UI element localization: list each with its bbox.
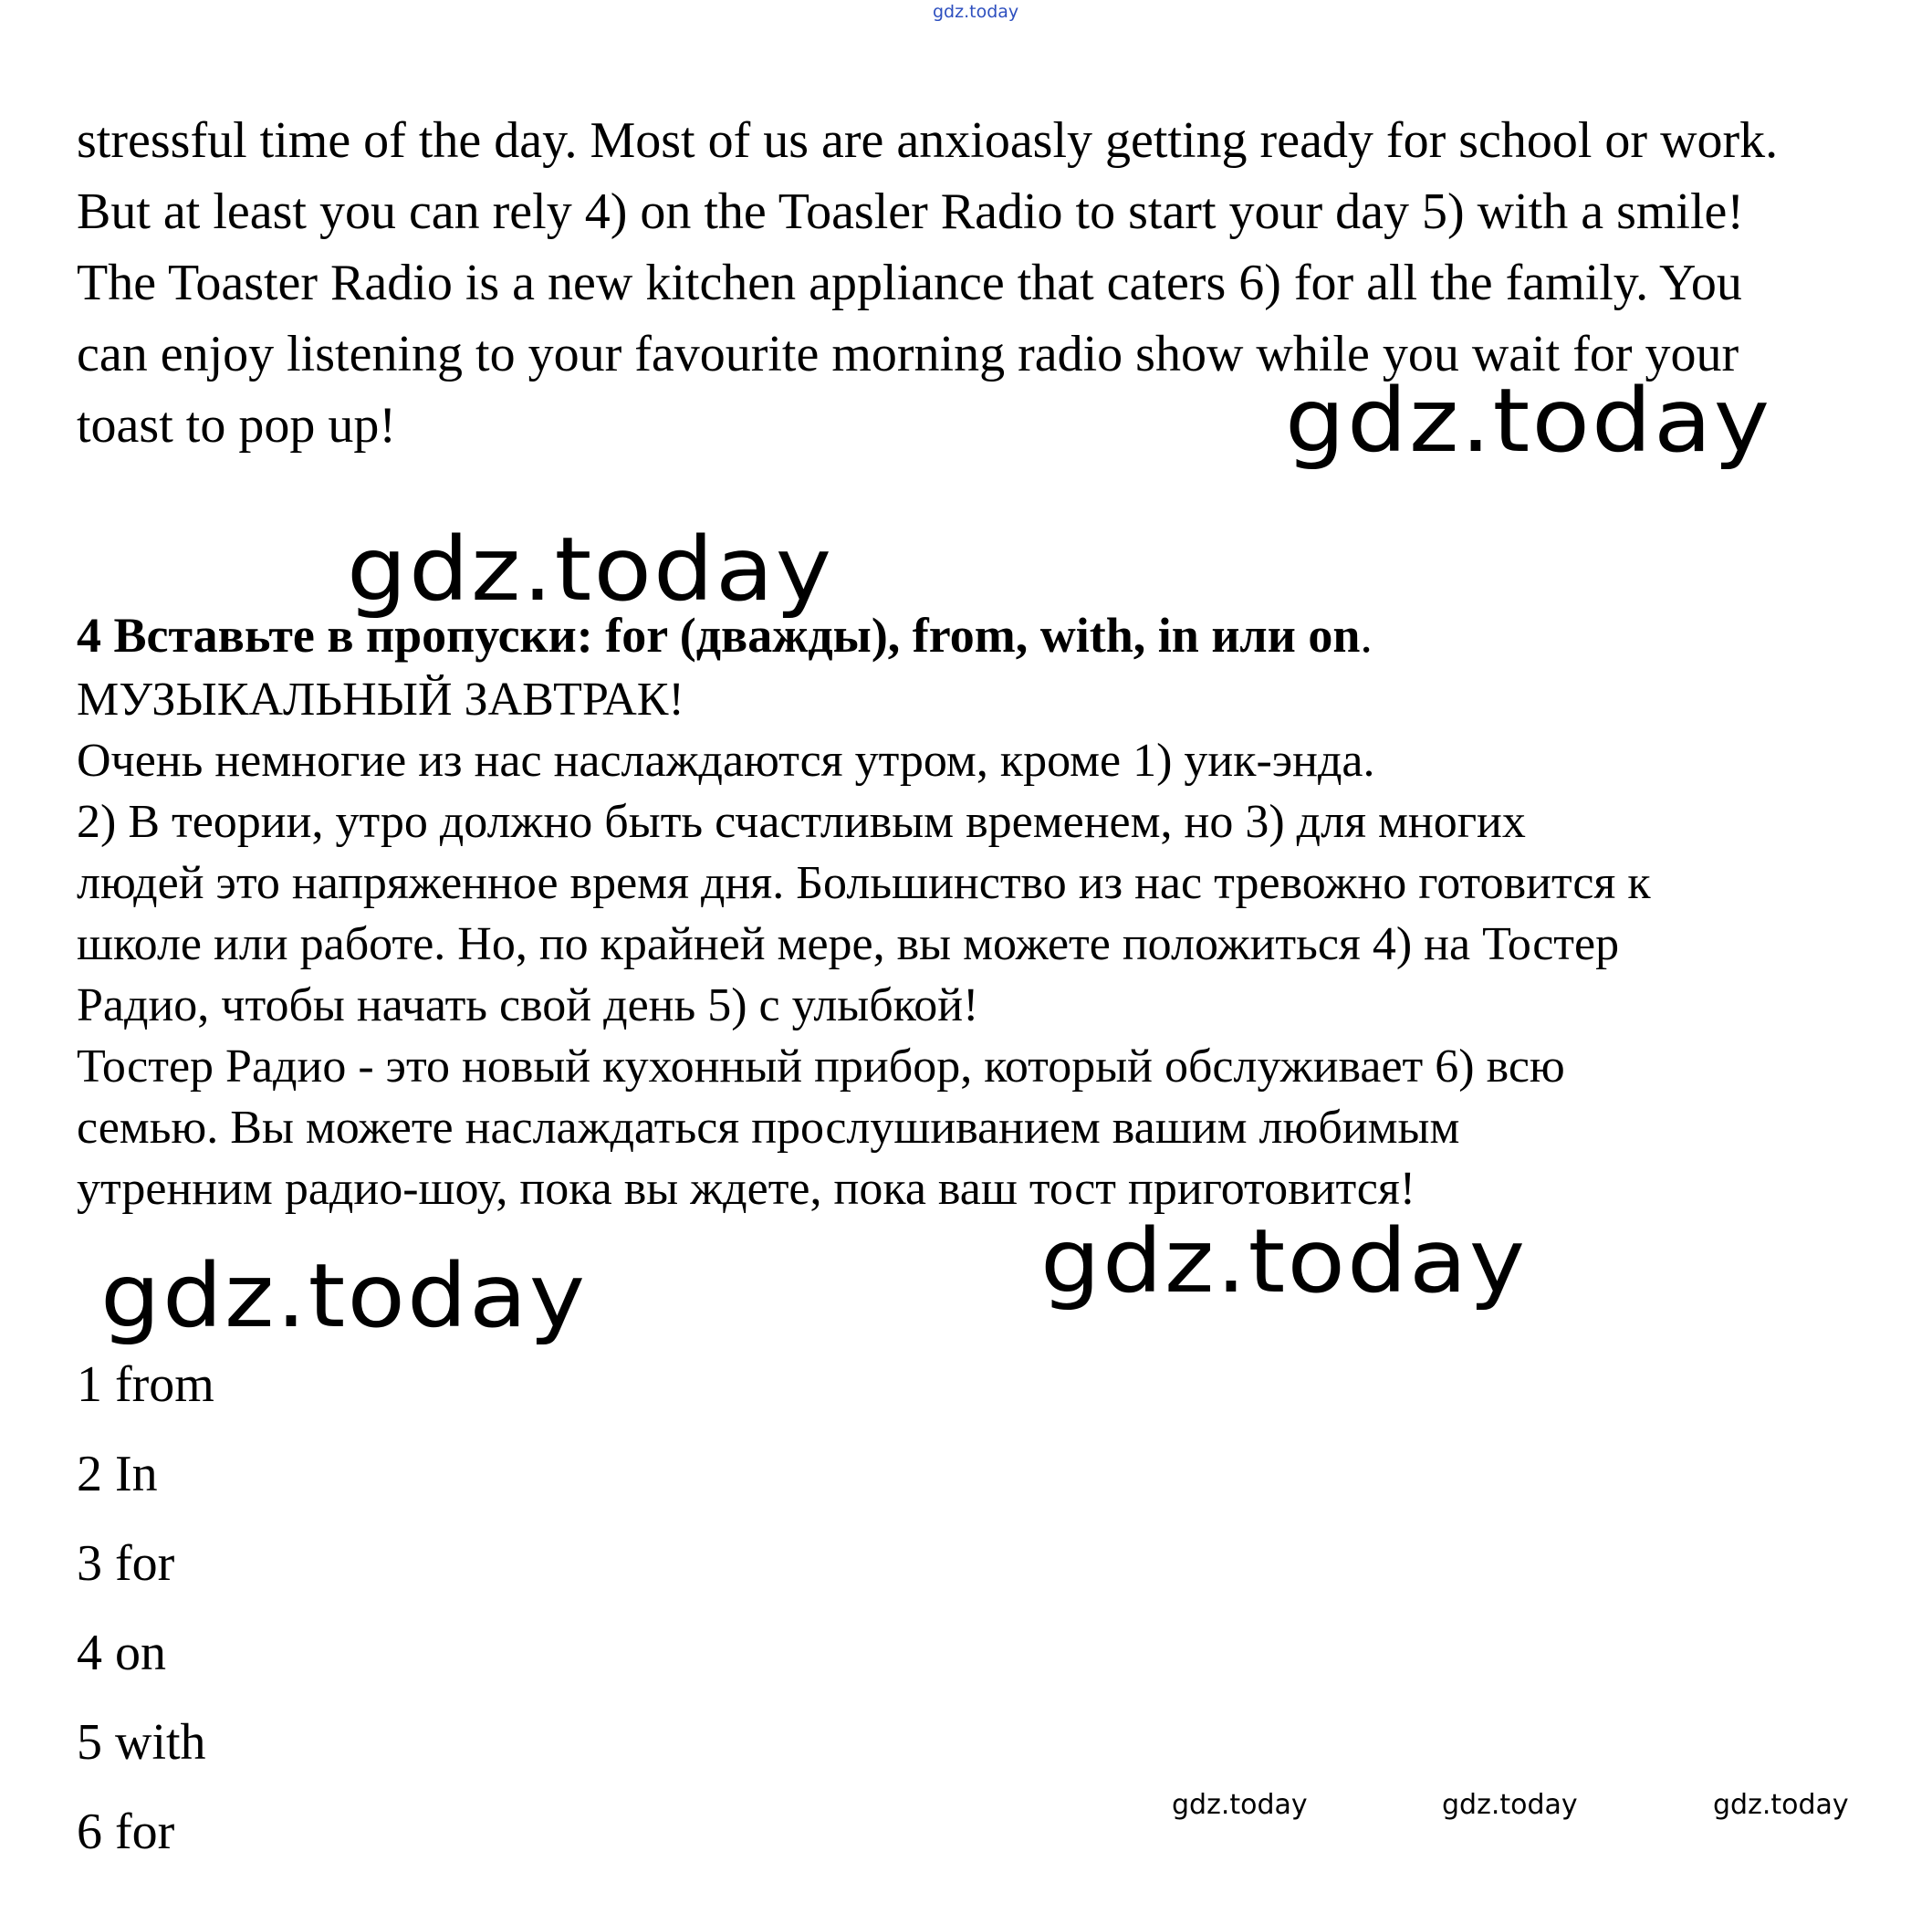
answer-item: 1 from [77, 1356, 214, 1413]
answer-item: 5 with [77, 1714, 206, 1771]
answer-item: 4 on [77, 1625, 166, 1681]
answer-list [77, 1340, 214, 1877]
russian-line: Очень немногие из нас наслаждаются утром, кроме 1) уик-энда. [77, 735, 1375, 787]
watermark-small: gdz.today [1172, 1789, 1308, 1821]
answer-item: 3 for [77, 1535, 175, 1592]
english-line: can enjoy listening to your favourite morning radio show while you wait for your [77, 326, 1739, 382]
english-line: stressful time of the day. Most of us are anxioasly getting ready for school or work. [77, 112, 1779, 169]
watermark-large: gdz.today [1285, 370, 1772, 472]
russian-line: Тостер Радио - это новый кухонный прибор, который обслуживает 6) всю [77, 1041, 1565, 1093]
english-line: But at least you can rely 4) on the Toasler Radio to start your day 5) with a smile! [77, 183, 1745, 240]
watermark-large: gdz.today [100, 1245, 588, 1347]
russian-line: семью. Вы можете наслаждаться прослушиванием вашим любимым [77, 1102, 1460, 1154]
task-heading [77, 607, 1373, 664]
russian-title: МУЗЫКАЛЬНЫЙ ЗАВТРАК! [77, 674, 684, 726]
watermark-top: gdz.today [933, 2, 1019, 22]
task-heading-period: . [1360, 608, 1373, 663]
watermark-small: gdz.today [1442, 1789, 1578, 1821]
answer-item: 2 In [77, 1446, 158, 1502]
russian-line: Радио, чтобы начать свой день 5) с улыбкой! [77, 979, 979, 1031]
answer-item: 6 for [77, 1804, 175, 1860]
watermark-large: gdz.today [1040, 1210, 1528, 1313]
russian-line: людей это напряженное время дня. Большинство из нас тревожно готовится к [77, 857, 1651, 909]
russian-passage [77, 669, 1651, 1219]
watermark-large: gdz.today [347, 518, 834, 621]
russian-line: школе или работе. Но, по крайней мере, вы можете положиться 4) на Тостер [77, 918, 1620, 970]
english-line: toast to pop up! [77, 397, 396, 454]
russian-line: 2) В теории, утро должно быть счастливым временем, но 3) для многих [77, 796, 1526, 848]
watermark-small: gdz.today [1713, 1789, 1849, 1821]
task-heading-text: 4 Вставьте в пропуски: for (дважды), from, with, in или on [77, 608, 1361, 663]
english-line: The Toaster Radio is a new kitchen appliance that caters 6) for all the family. You [77, 255, 1742, 311]
russian-line: утренним радио-шоу, пока вы ждете, пока ваш тост приготовится! [77, 1163, 1416, 1215]
